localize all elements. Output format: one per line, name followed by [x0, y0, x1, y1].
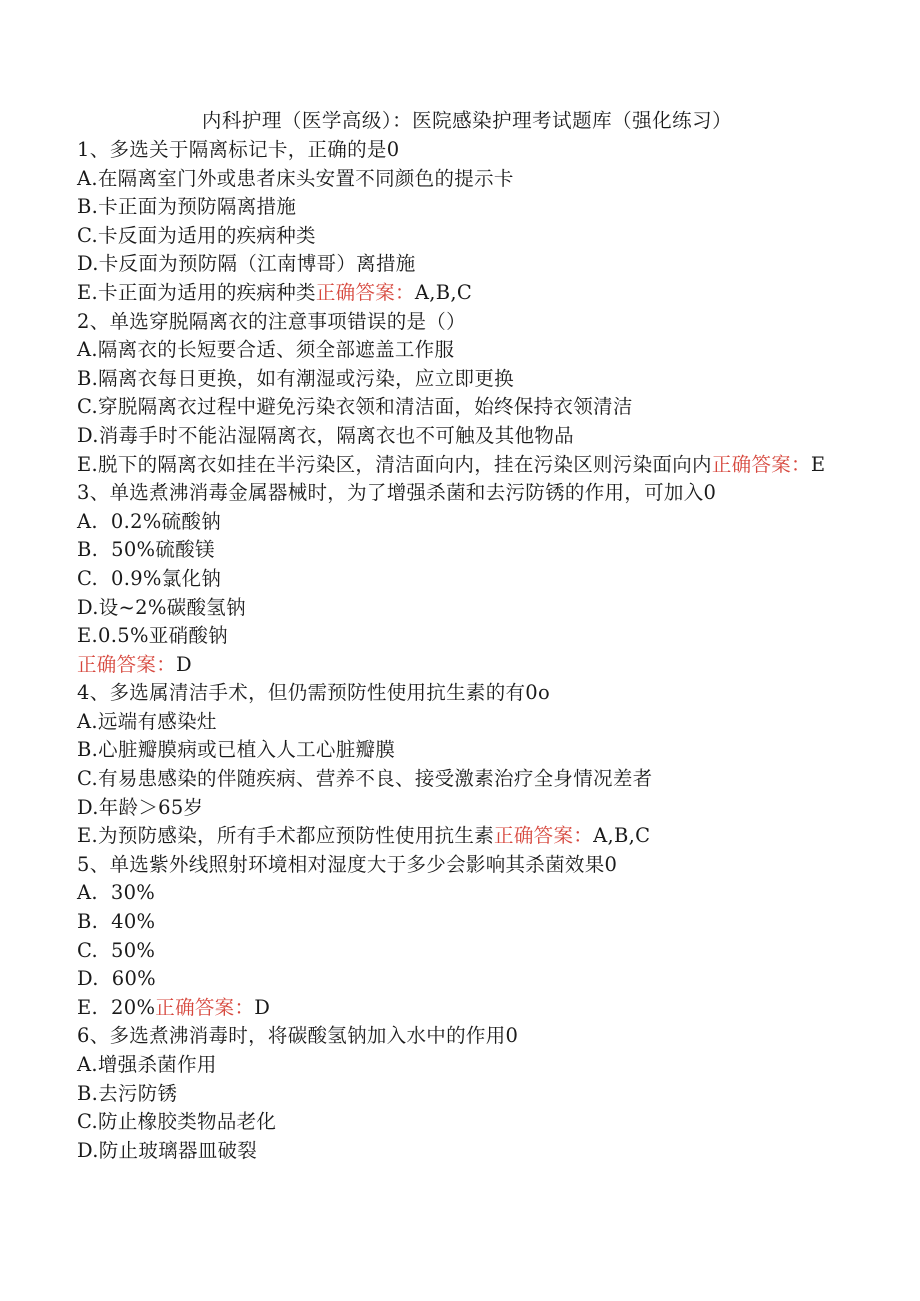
- option-line-with-answer: [77, 451, 857, 480]
- option-line-with-answer: [77, 994, 857, 1023]
- option-line-with-answer: [77, 279, 857, 308]
- option-text: E.卡正面为适用的疾病种类: [77, 280, 316, 304]
- option-line: D.消毒手时不能沾湿隔离衣，隔离衣也不可触及其他物品: [77, 423, 574, 447]
- option-line: B. 50%硫酸镁: [77, 538, 215, 562]
- option-line: C. 50%: [77, 938, 156, 962]
- option-line-with-answer: [77, 822, 857, 851]
- question-stem: 3、单选煮沸消毒金属器械时，为了增强杀菌和去污防锈的作用，可加入0: [77, 481, 717, 505]
- option-line: A. 0.2%硫酸钠: [77, 509, 222, 533]
- document-page: [77, 106, 857, 1165]
- option-line: B.卡正面为预防隔离措施: [77, 195, 297, 219]
- answer-label: 正确答案：: [315, 280, 415, 304]
- answer-value: D: [254, 995, 271, 1019]
- answer-value: E: [810, 452, 826, 476]
- question-stem: 1、多选关于隔离标记卡，正确的是0: [77, 138, 400, 161]
- option-line: B.去污防锈: [77, 1081, 178, 1105]
- option-line: C.防止橡胶类物品老化: [77, 1110, 277, 1134]
- option-line: D. 60%: [77, 967, 156, 991]
- option-line: B. 40%: [77, 910, 156, 934]
- question-stem: 5、单选紫外线照射环境相对湿度大于多少会影响其杀菌效果0: [77, 852, 618, 876]
- document-title: 内科护理（医学高级）：医院感染护理考试题库（强化练习）: [201, 109, 733, 132]
- option-line: E.0.5%亚硝酸钠: [77, 624, 228, 648]
- question-stem: 2、单选穿脱隔离衣的注意事项错误的是（）: [77, 309, 466, 333]
- answer-label: 正确答案：: [155, 995, 255, 1019]
- question-stem: 6、多选煮沸消毒时，将碳酸氢钠加入水中的作用0: [77, 1024, 519, 1048]
- option-line: B.心脏瓣膜病或已植入人工心脏瓣膜: [77, 738, 396, 762]
- answer-line: [77, 651, 857, 680]
- question-stem: 4、多选属清洁手术，但仍需预防性使用抗生素的有0o: [77, 681, 551, 705]
- option-line: D.卡反面为预防隔（江南博哥）离措施: [77, 252, 416, 276]
- answer-value: D: [176, 652, 192, 676]
- answer-value: A,B,C: [593, 824, 651, 848]
- option-line: D.设~2%碳酸氢钠: [77, 595, 246, 619]
- option-line: C.有易患感染的伴随疾病、营养不良、接受激素治疗全身情况差者: [77, 767, 653, 791]
- option-line: C. 0.9%氯化钠: [77, 566, 222, 590]
- option-text: E. 20%: [77, 995, 156, 1019]
- option-line: B.隔离衣每日更换，如有潮湿或污染，应立即更换: [77, 366, 514, 390]
- answer-value: A,B,C: [414, 280, 473, 304]
- option-line: A.在隔离室门外或患者床头安置不同颜色的提示卡: [77, 166, 514, 190]
- option-line: A. 30%: [77, 881, 156, 905]
- answer-label: 正确答案：: [77, 652, 177, 676]
- option-line: C.穿脱隔离衣过程中避免污染衣领和清洁面，始终保持衣领清洁: [77, 395, 633, 419]
- option-line: A.增强杀菌作用: [77, 1053, 217, 1076]
- answer-label: 正确答案：: [494, 824, 594, 848]
- option-line: A.隔离衣的长短要合适、须全部遮盖工作服: [77, 338, 455, 362]
- answer-label: 正确答案：: [711, 452, 811, 476]
- option-line: A.远端有感染灶: [77, 709, 217, 733]
- option-line: C.卡反面为适用的疾病种类: [77, 223, 316, 247]
- option-text: E.脱下的隔离衣如挂在半污染区，清洁面向内，挂在污染区则污染面向内: [77, 452, 712, 476]
- option-line: D.年龄＞65岁: [77, 795, 204, 819]
- option-line: D.防止玻璃器皿破裂: [77, 1138, 258, 1162]
- option-text: E.为预防感染，所有手术都应预防性使用抗生素: [77, 824, 495, 848]
